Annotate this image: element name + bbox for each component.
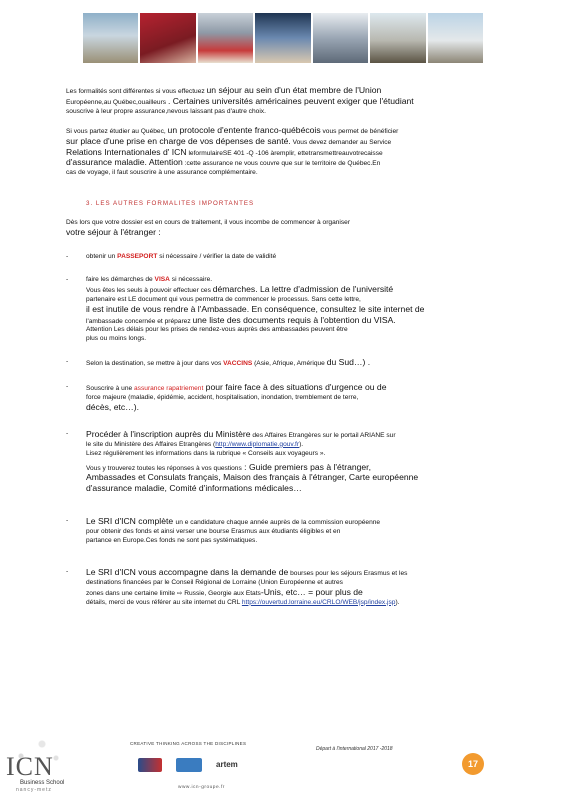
keyword-visa: VISA <box>154 275 170 283</box>
footer-url: www.icn-groupe.fr <box>178 785 225 790</box>
text: d'assurance maladie. Attention <box>66 157 183 168</box>
text: il est inutile de vous rendre à l'Ambassade. En conséquence, consultez le site internet de <box>86 303 425 314</box>
text: des Affaires Etrangères sur le portail ARIANE sur <box>250 431 396 439</box>
text: Ambassades et Consulats français, Maison des français à l'étranger, Carte européenne <box>86 472 419 483</box>
text: partance en Europe.Ces fonds ne sont pas systématiques. <box>86 537 258 545</box>
partner-logo-icon <box>138 758 162 772</box>
text: sur place d'une prise en charge de vos dépenses de santé. <box>66 135 291 146</box>
text: vous permet de bénéficier <box>322 127 399 135</box>
ariane-details <box>86 463 496 496</box>
text: Le SRI d'ICN vous accompagne dans la demande de <box>86 567 289 577</box>
header-photo-strip <box>83 13 483 63</box>
header-photo <box>198 13 253 63</box>
text: un e candidature chaque année auprès de la commission européenne <box>175 519 381 527</box>
text: démarches. La lettre d'admission de l'université <box>212 283 394 294</box>
paragraph-quebec <box>66 126 496 179</box>
text: Lisez régulièrement les informations dans la rubrique « Conseils aux voyageurs ». <box>86 449 326 457</box>
keyword-assurance-rapatriement: assurance rapatriement <box>134 385 204 393</box>
text: : Guide premiers pas à l'étranger, <box>241 461 371 472</box>
list-item-assurance <box>66 383 496 414</box>
text: (Asie, Afrique, Amérique <box>252 360 327 368</box>
text: Relations Internationales d' ICN <box>66 146 187 157</box>
text: . Certaines universités américaines peuvent exiger que l'étudiant <box>167 95 414 106</box>
partner-logo-icon <box>176 758 202 772</box>
icn-logo <box>0 728 95 800</box>
text: Les formalités sont différentes si vous effectuez <box>66 88 207 95</box>
text: pour faire face à des situations d'urgence ou de <box>203 382 387 393</box>
header-photo <box>370 13 425 63</box>
diplomatie-link[interactable]: http://www.diplomatie.gouv.fr <box>215 440 300 448</box>
bullet-dash: - <box>66 252 69 260</box>
text: destinations financées par le Conseil Régional de Lorraine (Union Européenne et autres <box>86 578 343 586</box>
header-photo <box>255 13 310 63</box>
text: Vous êtes les seuls à pouvoir effectuer ces <box>86 286 213 294</box>
bullet-dash: - <box>66 358 69 366</box>
header-photo <box>313 13 368 63</box>
text: décès, etc…). <box>86 401 140 412</box>
logo-location: nancy-metz <box>16 787 52 793</box>
list-item-vaccins <box>66 358 496 369</box>
page-number-badge: 17 <box>462 753 484 775</box>
text: Attention Les délais pour les prises de rendez-vous auprès des ambassades peuvent être <box>86 326 348 334</box>
text: si nécessaire / vérifier la date de validité <box>157 252 277 260</box>
bullet-dash: - <box>66 568 69 575</box>
text: faire les démarches de <box>86 275 155 283</box>
text: cas de voyage, il faut souscrire à une assurance complémentaire. <box>66 169 258 177</box>
text: zones dans une certaine limite ⇨ Russie, Georgie aux Etats <box>86 589 261 597</box>
paragraph-formalites <box>66 86 496 117</box>
list-item-sri-bourses <box>66 568 496 608</box>
list-item-ariane <box>66 430 496 495</box>
text: leformulaireSE 401 -Q -106 àremplir, ettetransmettreauvotrecaisse <box>188 149 383 157</box>
crl-link[interactable]: https://ouvertud.lorraine.eu/CRLO/WEB/jsp/index.jsp <box>241 598 396 606</box>
logo-subtitle: Business School <box>20 780 65 786</box>
list-item-visa <box>66 276 496 344</box>
text: :cette assurance ne vous couvre que sur le territoire de Québec.En <box>184 160 381 168</box>
text: un séjour au sein d'un état membre de l'Union <box>206 85 382 95</box>
artem-logo: artem <box>216 760 238 769</box>
text: du Sud…) . <box>326 357 371 368</box>
bullet-dash: - <box>66 275 69 283</box>
bullet-dash: - <box>66 383 69 391</box>
header-photo <box>428 13 483 63</box>
text: Européenne,au Québec,ouailleurs <box>66 98 167 106</box>
text: Le SRI d'ICN complète <box>86 516 176 527</box>
text: Souscrire à une <box>86 385 135 393</box>
text: ). <box>299 440 304 448</box>
text: -Unis, etc… = pour plus de <box>260 586 363 597</box>
text: pour obtenir des fonds et ainsi verser une bourse Erasmus aux étudiants éligibles et en <box>86 528 341 536</box>
list-item-passeport <box>66 253 496 262</box>
text: d'assurance maladie, Comité d'informations médicales… <box>86 483 302 494</box>
keyword-passeport: PASSEPORT <box>117 252 158 260</box>
text: Dès lors que votre dossier est en cours de traitement, il vous incombe de commencer à organiser <box>66 219 351 227</box>
footer-tagline: CREATIVE THINKING ACROSS THE DISCIPLINES <box>130 741 247 746</box>
header-photo <box>140 13 195 63</box>
text: obtenir un <box>86 252 118 260</box>
text: ). <box>395 598 400 606</box>
text: Procéder à l'inscription auprès du Ministère <box>86 428 251 439</box>
text: Vous devez demander au Service <box>292 138 392 146</box>
text: l'ambassade concernée et préparez <box>86 317 193 325</box>
text: plus ou moins longs. <box>86 335 147 343</box>
list-item-sri-erasmus <box>66 517 496 546</box>
logo-text: ICN <box>6 752 54 781</box>
bullet-dash: - <box>66 517 69 525</box>
partner-logos <box>138 758 244 772</box>
text: détails, merci de vous référer au site internet du CRL <box>86 598 242 606</box>
intro-paragraph <box>66 219 496 239</box>
text: Vous y trouverez toutes les réponses à vos questions <box>86 464 242 472</box>
footer-document-title: Départ à l'international 2017 -2018 <box>316 746 393 752</box>
text: un protocole d'entente franco-québécois <box>167 124 321 135</box>
text: partenaire est LE document qui vous permettra de commencer le processus. Sans cette lettre, <box>86 295 361 303</box>
text: bourses pour les séjours Erasmus et les <box>288 570 408 577</box>
section-heading: 3. LES AUTRES FORMALITES IMPORTANTES <box>86 200 255 208</box>
header-photo <box>83 13 138 63</box>
text: votre séjour à l'étranger : <box>66 227 161 238</box>
keyword-vaccins: VACCINS <box>223 360 253 368</box>
text: Si vous partez étudier au Québec, <box>66 127 166 135</box>
text: si nécessaire. <box>169 275 213 283</box>
bullet-dash: - <box>66 429 69 437</box>
text: souscrive à leur propre assurance,nevous laissant pas d'autre choix. <box>66 107 266 115</box>
text: force majeure (maladie, épidémie, accident, hospitalisation, inondation, tremblement de terre, <box>86 394 359 402</box>
text: le site du Ministère des Affaires Etrangères ( <box>86 440 216 448</box>
text: Selon la destination, se mettre à jour dans vos <box>86 360 224 368</box>
text: une liste des documents requis à l'obtention du VISA. <box>192 314 396 325</box>
main-content <box>66 86 496 608</box>
